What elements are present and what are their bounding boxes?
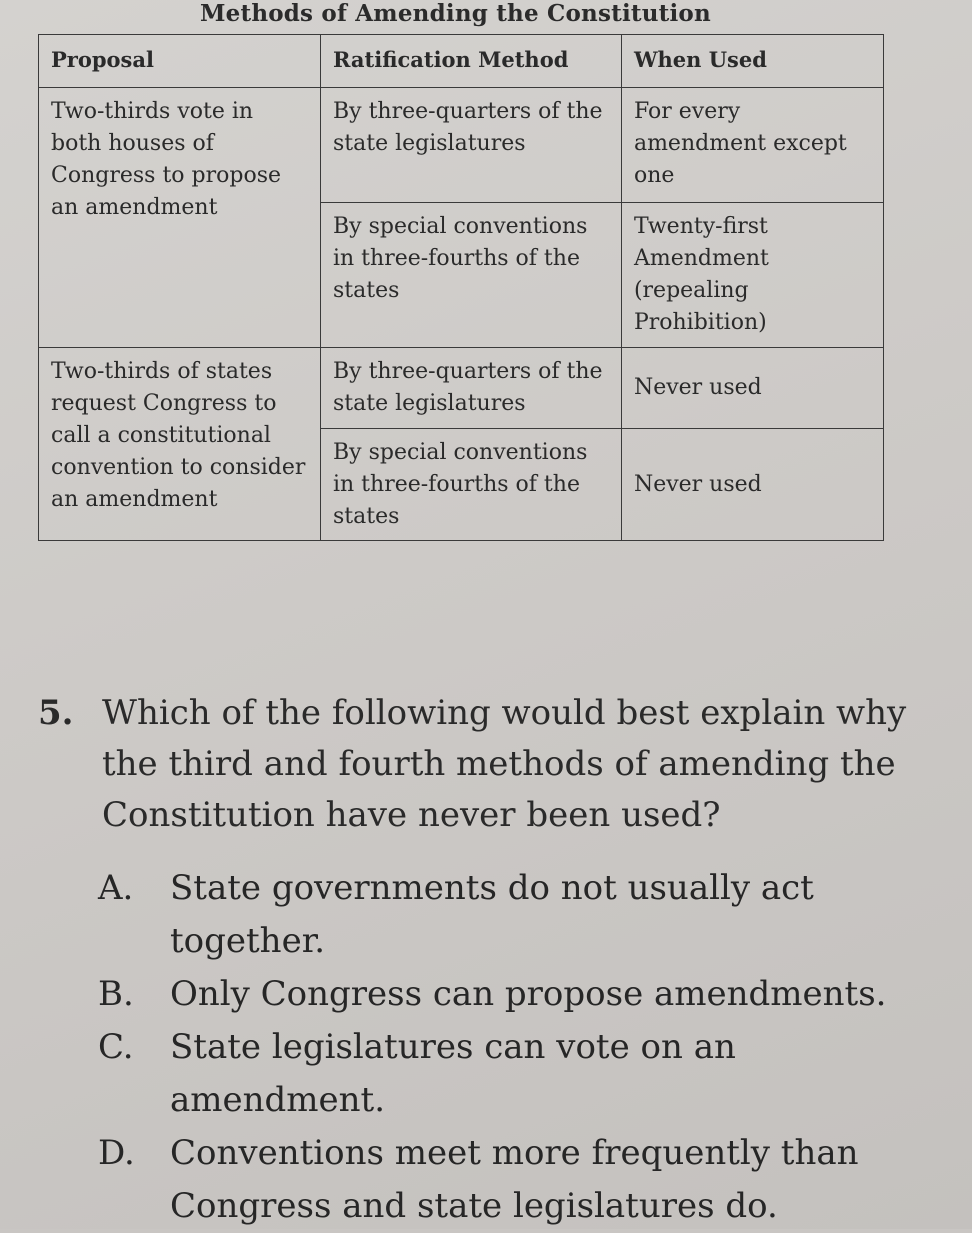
ratification-cell: By special conventions in three-fourths of the states (320, 428, 621, 541)
ratification-cell: By three-quarters of the state legislatures (320, 88, 621, 203)
when-used-cell: Never used (621, 428, 883, 541)
header-ratification-method: Ratification Method (320, 35, 621, 88)
option-letter: A. (98, 868, 134, 908)
table-title: Methods of Amending the Constitution (200, 0, 711, 27)
ratification-cell: By three-quarters of the state legislatures (320, 348, 621, 429)
proposal-cell: Two-thirds vote in both houses of Congress to propose an amendment (39, 88, 321, 348)
when-used-cell: For every amendment except one (621, 88, 883, 203)
question-text: Which of the following would best explain why the third and fourth methods of amending the Constitution have never been used? (102, 693, 907, 835)
when-used-cell: Twenty-first Amendment (repealing Prohibition) (621, 203, 883, 348)
option-letter: C. (98, 1027, 134, 1067)
proposal-cell: Two-thirds of states request Congress to call a constitutional convention to consider an amendment (39, 348, 321, 541)
option-letter: B. (98, 974, 134, 1014)
option-text: Only Congress can propose amendments. (170, 974, 887, 1014)
question-number: 5. (38, 693, 74, 733)
header-proposal: Proposal (39, 35, 321, 88)
answer-option-c[interactable] (98, 1021, 948, 1127)
table-header-row (39, 35, 884, 88)
answer-option-d[interactable] (98, 1127, 948, 1233)
ratification-cell: By special conventions in three-fourths of the states (320, 203, 621, 348)
amendment-methods-table (38, 34, 884, 541)
table-row (39, 88, 884, 203)
when-used-cell: Never used (621, 348, 883, 429)
answer-option-a[interactable] (98, 862, 948, 968)
option-letter: D. (98, 1133, 135, 1173)
option-text: Conventions meet more frequently than Congress and state legislatures do. (170, 1133, 859, 1226)
header-when-used: When Used (621, 35, 883, 88)
option-text: State governments do not usually act together. (170, 868, 814, 961)
option-text: State legislatures can vote on an amendment. (170, 1027, 736, 1120)
answer-options (98, 862, 948, 1233)
question-block (38, 688, 958, 841)
answer-option-b[interactable] (98, 968, 948, 1021)
table-row (39, 348, 884, 429)
